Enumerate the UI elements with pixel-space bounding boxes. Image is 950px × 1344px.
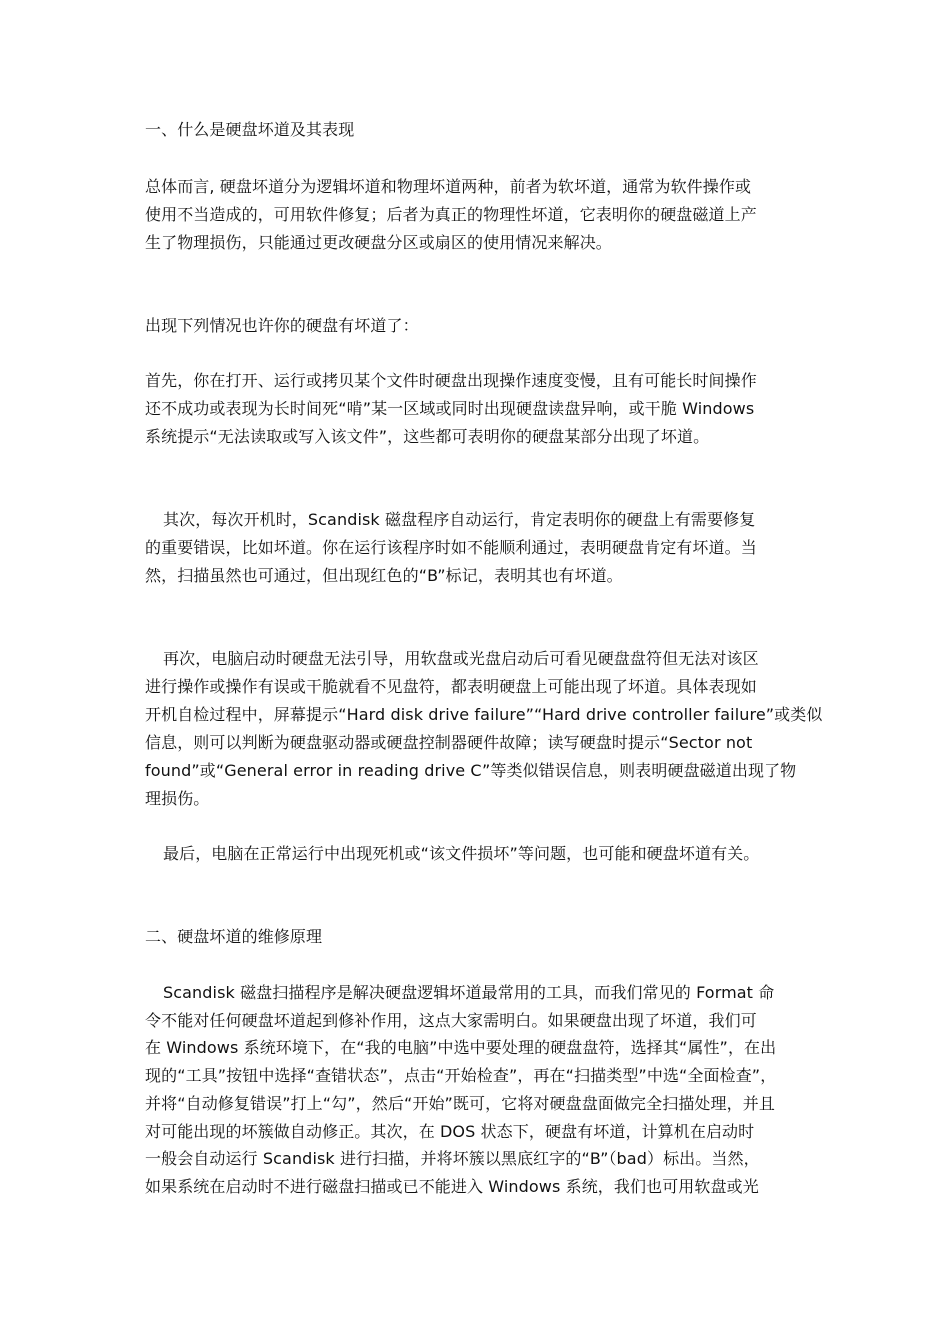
paragraph-line: 然，扫描虽然也可通过，但出现红色的“B”标记，表明其也有坏道。 [145, 566, 623, 585]
paragraph-line: 出现下列情况也许你的硬盘有坏道了： [145, 316, 419, 335]
paragraph-line: 进行操作或操作有误或干脆就看不见盘符，都表明硬盘上可能出现了坏道。具体表现如 [145, 677, 757, 696]
paragraph-line: 并将“自动修复错误”打上“勾”，然后“开始”既可，它将对硬盘盘面做完全扫描处理，并且 [145, 1094, 775, 1113]
paragraph-line: 系统提示“无法读取或写入该文件”，这些都可表明你的硬盘某部分出现了坏道。 [145, 427, 710, 446]
paragraph-line: 总体而言, 硬盘坏道分为逻辑坏道和物理坏道两种，前者为软坏道，通常为软件操作或 [145, 177, 752, 196]
paragraph-line: 令不能对任何硬盘坏道起到修补作用，这点大家需明白。如果硬盘出现了坏道，我们可 [145, 1011, 757, 1030]
paragraph-line: 对可能出现的坏簇做自动修正。其次，在 DOS 状态下，硬盘有坏道，计算机在启动时 [145, 1122, 755, 1141]
paragraph-line: 理损伤。 [145, 789, 210, 808]
section-heading-1: 一、什么是硬盘坏道及其表现 [145, 120, 355, 139]
paragraph-line: 如果系统在启动时不进行磁盘扫描或已不能进入 Windows 系统，我们也可用软盘或光 [145, 1177, 759, 1196]
paragraph-line: 一般会自动运行 Scandisk 进行扫描，并将坏簇以黑底红字的“B”（bad）标出。当然， [145, 1149, 760, 1168]
paragraph-line: 的重要错误，比如坏道。你在运行该程序时如不能顺利通过，表明硬盘肯定有坏道。当 [145, 538, 757, 557]
paragraph-line: 最后，电脑在正常运行中出现死机或“该文件损坏”等问题，也可能和硬盘坏道有关。 [163, 844, 760, 863]
paragraph-line: 还不成功或表现为长时间死“啃”某一区域或同时出现硬盘读盘异响，或干脆 Windows [145, 399, 755, 418]
paragraph-line: 生了物理损伤，只能通过更改硬盘分区或扇区的使用情况来解决。 [145, 233, 612, 252]
paragraph-line: 现的“工具”按钮中选择“查错状态”，点击“开始检查”，再在“扫描类型”中选“全面检查”， [145, 1066, 777, 1085]
section-heading-2: 二、硬盘坏道的维修原理 [145, 927, 323, 946]
paragraph-line: 首先，你在打开、运行或拷贝某个文件时硬盘出现操作速度变慢，且有可能长时间操作 [145, 371, 757, 390]
paragraph-line: 其次，每次开机时，Scandisk 磁盘程序自动运行，肯定表明你的硬盘上有需要修复 [163, 510, 756, 529]
paragraph-line: 信息，则可以判断为硬盘驱动器或硬盘控制器硬件故障；读写硬盘时提示“Sector not [145, 733, 753, 752]
paragraph-line: 在 Windows 系统环境下，在“我的电脑”中选中要处理的硬盘盘符，选择其“属性”，在出 [145, 1038, 777, 1057]
paragraph-line: found”或“General error in reading drive C”等类似错误信息，则表明硬盘磁道出现了物 [145, 761, 797, 780]
paragraph-line: Scandisk 磁盘扫描程序是解决硬盘逻辑坏道最常用的工具，而我们常见的 Format 命 [163, 983, 775, 1002]
paragraph-line: 开机自检过程中，屏幕提示“Hard disk drive failure”“Hard drive controller failure”或类似 [145, 705, 823, 724]
paragraph-line: 使用不当造成的，可用软件修复；后者为真正的物理性坏道，它表明你的硬盘磁道上产 [145, 205, 757, 224]
paragraph-line: 再次，电脑启动时硬盘无法引导，用软盘或光盘启动后可看见硬盘盘符但无法对该区 [163, 649, 759, 668]
